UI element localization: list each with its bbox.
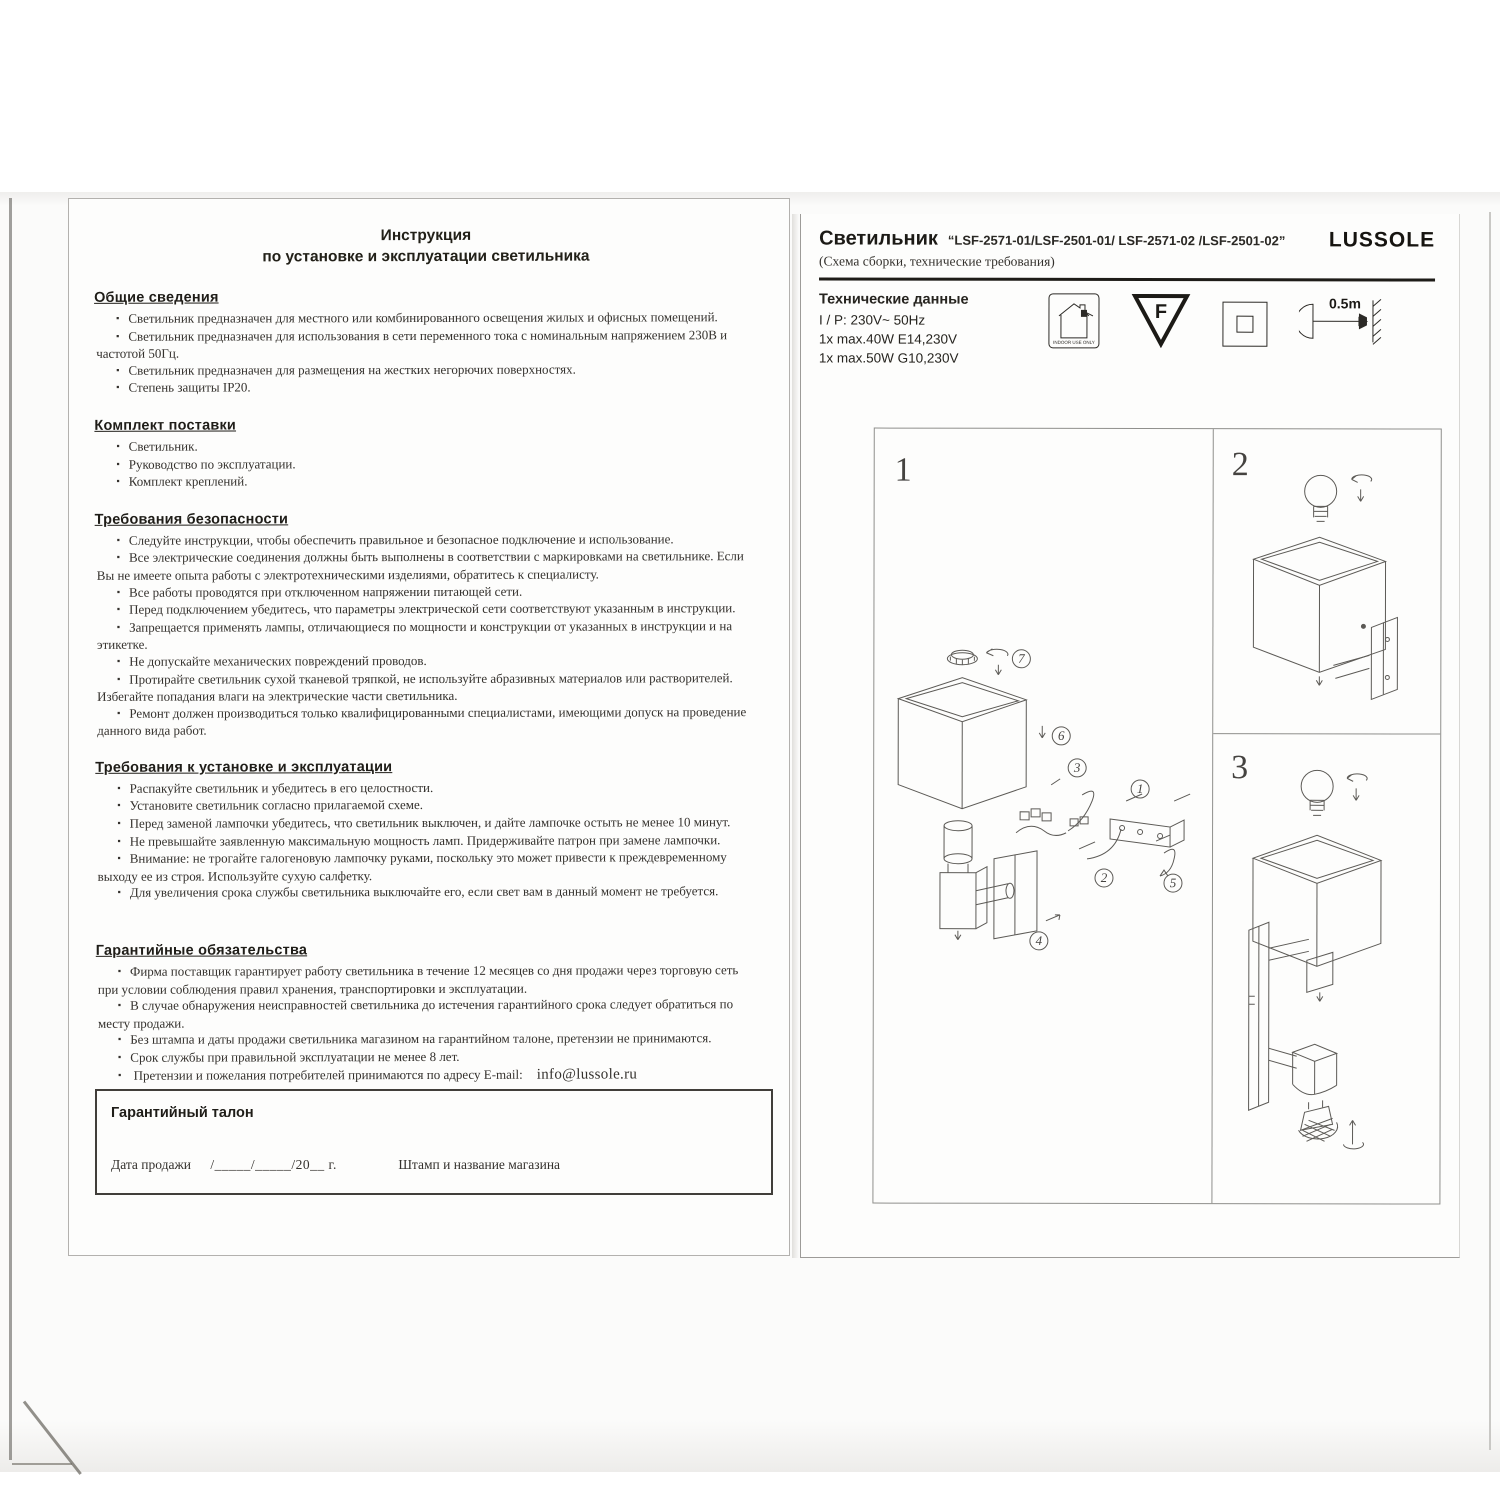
bullet-item: ▪ Без штампа и даты продажи светильника магазином на гарантийном талоне, претензии не принимаются. — [98, 1031, 760, 1050]
bullet-item: ▪ Фирма поставщик гарантирует работу светильника в течение 12 месяцев со дня продажи через торговую сеть при условии соблюдения правил хранения, транспортировки и эксплуатации. — [98, 962, 760, 998]
bullet-item: ▪ Не превышайте заявленную максимальную мощность ламп. Придерживайте патрон при замене лампочки. — [97, 832, 759, 851]
technical-data-heading: Технические данные — [818, 291, 969, 308]
svg-text:4: 4 — [1035, 932, 1043, 948]
bullet-item: ▪ Не допускайте механических повреждений проводов. — [97, 652, 759, 671]
section-package-list — [94, 437, 758, 492]
bullet-item: ▪ Внимание: не трогайте галогеновую лампочку руками, поскольку это может привести к преждевременному выходу ее из строя. Используйте сухую салфетку. — [98, 849, 760, 885]
section-heading-package: Комплект поставки — [94, 417, 237, 434]
indoor-use-icon — [1047, 292, 1101, 350]
spec-lamp-e14: 1x max.40W E14,230V — [818, 331, 958, 347]
section-installation-list — [95, 779, 759, 903]
warranty-date-row — [111, 1157, 560, 1173]
section-general-list — [94, 309, 758, 398]
bullet-item: ▪ Запрещается применять лампы, отличающиеся по мощности и конструкции от указанных в инструкции и на этикетке. — [97, 618, 759, 654]
warranty-coupon-box — [95, 1089, 773, 1195]
svg-text:3: 3 — [1073, 759, 1081, 775]
header-rule — [819, 277, 1435, 281]
store-stamp-label: Штамп и название магазина — [398, 1157, 561, 1172]
spec-lamp-g10: 1x max.50W G10,230V — [818, 350, 959, 366]
bullet-item: ▪ Следуйте инструкции, чтобы обеспечить правильное и безопасное подключение и использование. — [97, 531, 759, 550]
center-fold-shadow — [792, 214, 799, 1258]
bullet-item: ▪ Светильник предназначен для размещения на жестких негорючих поверхностях. — [96, 361, 758, 380]
bullet-item: ▪ В случае обнаружения неисправностей светильника до истечения гарантийного срока следует обратиться по месту продажи. — [98, 996, 760, 1032]
page-title-line2: по установке и эксплуатации светильника — [262, 247, 590, 266]
sale-date-blanks: /_____/_____/20__ г. — [210, 1157, 337, 1172]
svg-text:5: 5 — [1169, 875, 1177, 891]
svg-text:7: 7 — [1018, 650, 1025, 666]
section-heading-safety: Требования безопасности — [94, 511, 289, 528]
product-models: “LSF-2571-01/LSF-2501-01/ LSF-2571-02 /LSF-2501-02” — [947, 232, 1286, 249]
bullet-item: ▪ Степень защиты IP20. — [96, 379, 758, 398]
bullet-item: ▪ Распакуйте светильник и убедитесь в его целостности. — [97, 779, 759, 798]
technical-data-text — [819, 289, 1047, 367]
section-safety-list — [95, 531, 760, 740]
assembly-diagram-box — [872, 428, 1441, 1205]
f-class-icon — [1131, 292, 1191, 348]
assembly-diagram-step2 — [1213, 429, 1441, 734]
bullet-item: ▪ Для увеличения срока службы светильника выключайте его, если свет вам в данный момент не требуется. — [98, 884, 760, 903]
bullet-item — [98, 1066, 760, 1085]
min-distance-icon — [1299, 292, 1391, 350]
email-prompt: Претензии и пожелания потребителей принимаются по адресу E-mail: — [133, 1066, 523, 1083]
spec-voltage: I / P: 230V~ 50Hz — [818, 312, 926, 328]
right-page — [800, 214, 1460, 1258]
warranty-coupon-title: Гарантийный талон — [111, 1105, 254, 1121]
section-heading-general: Общие сведения — [94, 289, 219, 306]
right-page-header — [819, 227, 1449, 281]
svg-text:2: 2 — [1100, 869, 1108, 885]
assembly-diagram-step1 — [873, 429, 1213, 1204]
bullet-item: ▪ Перед подключением убедитесь, что параметры электрической сети соответствуют указанным в инструкции. — [97, 600, 759, 619]
assembly-diagram-step3 — [1212, 734, 1440, 1207]
page-title-line1: Инструкция — [380, 226, 472, 245]
bullet-item: ▪ Руководство по эксплуатации. — [96, 455, 758, 474]
bullet-item: ▪ Все работы проводятся при отключенном напряжении питающей сети. — [97, 583, 759, 602]
technical-data-row — [819, 289, 1449, 368]
section-heading-installation: Требования к установке и эксплуатации — [95, 758, 393, 776]
step-number-1: 1 — [894, 451, 912, 489]
svg-text:0.5m: 0.5m — [1328, 295, 1361, 312]
email-address: info@lussole.ru — [536, 1066, 638, 1083]
bullet-item: ▪ Ремонт должен производиться только квалифицированными специалистами, имеющими допуск на проведение данного вида работ. — [97, 704, 759, 740]
paper-edge-left — [9, 198, 12, 1460]
bullet-item: ▪ Перед заменой лампочки убедитесь, что светильник выключен, и дайте лампочке остыть не менее 10 минут. — [97, 814, 759, 833]
page-title — [94, 224, 758, 268]
section-warranty-list — [96, 962, 760, 1085]
step-number-2: 2 — [1231, 446, 1249, 484]
bullet-item: ▪ Светильник. — [96, 437, 758, 456]
bullet-item: ▪ Все электрические соединения должны быть выполнены в соответствии с маркировками на светильнике. Если Вы не имеете опыта работы с электротехническими изделиями, обратитесь к специалисту. — [97, 548, 759, 584]
bullet-item: ▪ Установите светильник согласно прилагаемой схеме. — [97, 797, 759, 816]
product-label: Светильник — [819, 227, 938, 250]
sale-date-label: Дата продажи — [111, 1157, 192, 1172]
paper-edge-right — [1489, 212, 1491, 1450]
svg-text:F: F — [1154, 301, 1168, 324]
bullet-item: ▪ Светильник предназначен для использования в сети переменного тока с номинальным напряжением 230В и частотой 50Гц. — [96, 327, 758, 363]
section-heading-warranty: Гарантийные обязательства — [95, 942, 308, 959]
certification-icons — [1047, 292, 1421, 369]
brand-logo: LUSSOLE — [1328, 228, 1436, 252]
bullet-item: ▪ Срок службы при правильной эксплуатации не менее 8 лет. — [98, 1048, 760, 1067]
bullet-item: ▪ Протирайте светильник сухой тканевой тряпкой, не используйте абразивных материалов или растворителей. Избегайте попадания влаги на электрические части светильника. — [97, 670, 759, 706]
bullet-item: ▪ Комплект креплений. — [97, 472, 759, 491]
paper-corner-line — [12, 1463, 72, 1465]
svg-text:INDOOR USE ONLY: INDOOR USE ONLY — [1053, 339, 1095, 345]
svg-text:1: 1 — [1136, 781, 1144, 797]
left-page — [68, 198, 790, 1256]
svg-text:6: 6 — [1057, 727, 1065, 743]
bullet-item: ▪ Светильник предназначен для местного или комбинированного освещения жилых и офисных помещений. — [96, 309, 758, 328]
header-subtitle: (Схема сборки, технические требования) — [819, 253, 1055, 269]
step-number-3: 3 — [1231, 749, 1249, 787]
double-insulation-icon — [1221, 300, 1269, 348]
